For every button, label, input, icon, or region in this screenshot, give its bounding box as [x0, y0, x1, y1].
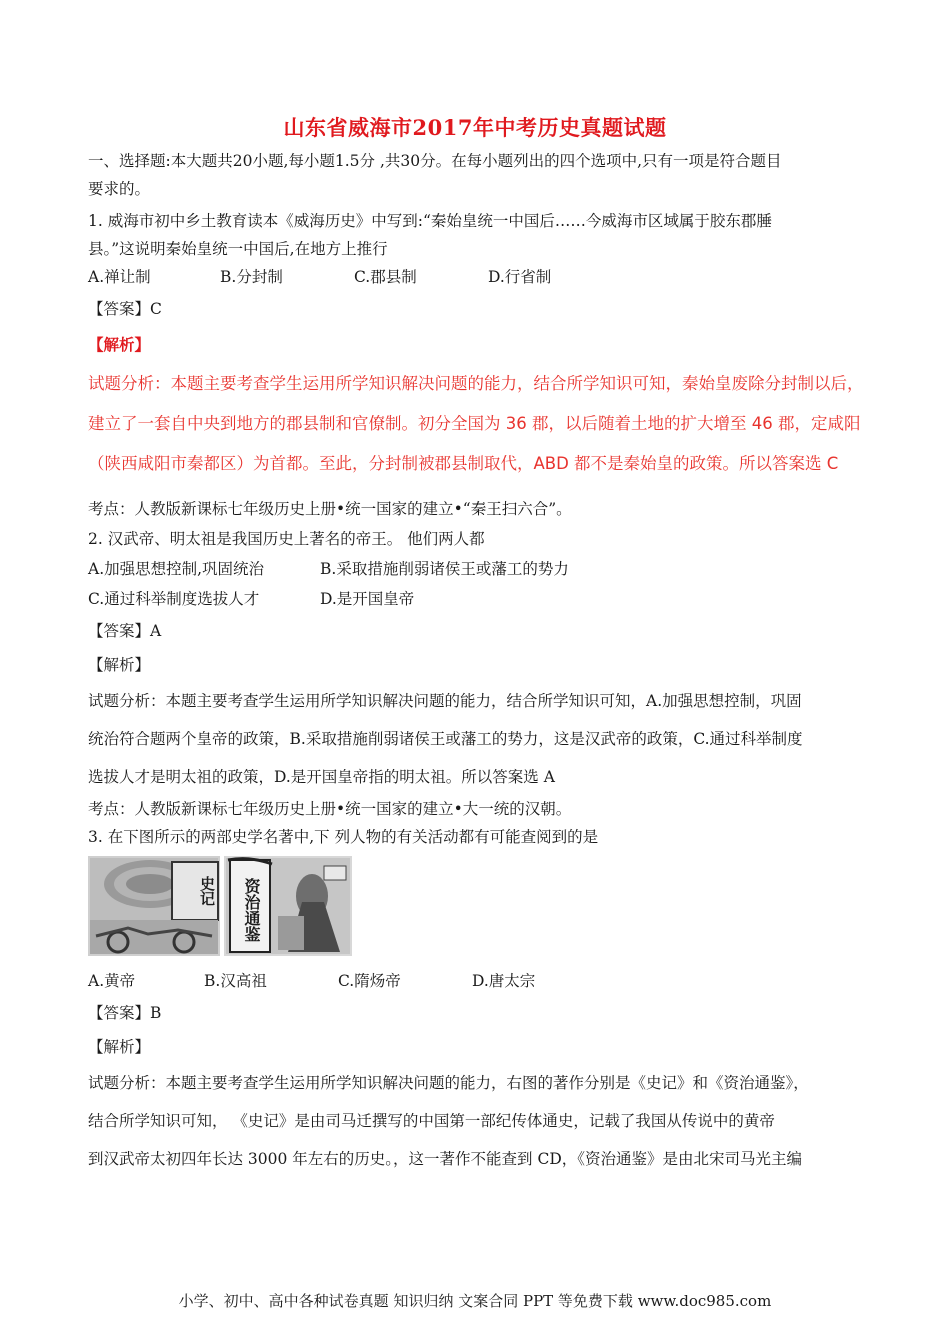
q3-option-c: C.隋炀帝 — [338, 972, 401, 990]
q3-option-d: D.唐太宗 — [472, 972, 536, 990]
q1-option-d: D.行省制 — [488, 268, 552, 286]
q1-kaodian: 考点：人教版新课标七年级历史上册•统一国家的建立•“秦王扫六合”。 — [88, 500, 572, 518]
q3-option-a: A.黄帝 — [88, 972, 136, 990]
q1-analysis-label: 【解析】 — [88, 335, 151, 354]
q1-analysis-line-2: 建立了一套自中央到地方的郡县制和官僚制。初分全国为 36 郡，以后随着土地的扩大增至 46 郡，定咸阳 — [88, 414, 861, 433]
section-intro-line-1: 一、选择题:本大题共20小题,每小题1.5分 ,共30分。在每小题列出的四个选项中,只有一项是符合题目 — [88, 152, 782, 170]
q2-option-c: C.通过科举制度选拔人才 — [88, 590, 260, 608]
q1-stem-line-1: 1. 威海市初中乡土教育读本《威海历史》中写到:“秦始皇统一中国后……今威海市区域属于胶东郡腄 — [88, 212, 772, 230]
q1-stem-line-2: 县。”这说明秦始皇统一中国后,在地方上推行 — [88, 240, 388, 258]
q1-option-a: A.禅让制 — [88, 268, 151, 286]
q2-analysis-label: 【解析】 — [88, 656, 151, 674]
q1-option-b: B.分封制 — [220, 268, 283, 286]
book-covers-image — [88, 856, 352, 956]
book-title-shiji: 史记 — [198, 876, 216, 906]
q1-answer: 【答案】C — [88, 300, 162, 318]
q3-analysis-line-1: 试题分析：本题主要考查学生运用所学知识解决问题的能力，右图的著作分别是《史记》和《资治通鉴》， — [88, 1074, 809, 1092]
q3-analysis-line-3: 到汉武帝太初四年长达 3000 年左右的历史。，这一著作不能查到 CD，《资治通鉴》是由北宋司马光主编 — [88, 1150, 803, 1168]
q2-answer: 【答案】A — [88, 622, 162, 640]
page-footer: 小学、初中、高中各种试卷真题 知识归纳 文案合同 PPT 等免费下载 www.doc985.com — [178, 1292, 772, 1310]
q2-option-b: B.采取措施削弱诸侯王或藩工的势力 — [320, 560, 569, 578]
q2-stem: 2. 汉武帝、明太祖是我国历史上著名的帝王。 他们两人都 — [88, 530, 485, 548]
page-title: 山东省威海市2017年中考历史真题试题 — [283, 115, 667, 140]
q3-option-b: B.汉高祖 — [204, 972, 267, 990]
book-title-zizhitongjian: 资治通鉴 — [242, 878, 261, 942]
section-intro-line-2: 要求的。 — [88, 180, 151, 198]
q3-analysis-line-2: 结合所学知识可知， 《史记》是由司马迁撰写的中国第一部纪传体通史，记载了我国从传说中的黄帝 — [88, 1112, 775, 1130]
q1-analysis-line-1: 试题分析：本题主要考查学生运用所学知识解决问题的能力，结合所学知识可知，秦始皇废除分封制以后， — [88, 374, 864, 393]
q3-answer: 【答案】B — [88, 1004, 162, 1022]
q3-analysis-label: 【解析】 — [88, 1038, 151, 1056]
q2-kaodian: 考点：人教版新课标七年级历史上册•统一国家的建立•大一统的汉朝。 — [88, 800, 572, 818]
q1-analysis-line-3: （陕西咸阳市秦都区）为首都。至此，分封制被郡县制取代，ABD 都不是秦始皇的政策。所以答案选 C — [88, 454, 839, 473]
q1-option-c: C.郡县制 — [354, 268, 417, 286]
q2-analysis-line-2: 统治符合题两个皇帝的政策，B.采取措施削弱诸侯王或藩工的势力，这是汉武帝的政策，C.通过科举制度 — [88, 730, 803, 748]
q2-option-a: A.加强思想控制,巩固统治 — [88, 560, 265, 578]
q2-analysis-line-3: 选拔人才是明太祖的政策，D.是开国皇帝指的明太祖。所以答案选 A — [88, 768, 555, 786]
q2-option-d: D.是开国皇帝 — [320, 590, 415, 608]
q2-analysis-line-1: 试题分析：本题主要考查学生运用所学知识解决问题的能力，结合所学知识可知，A.加强思想控制，巩固 — [88, 692, 802, 710]
q3-stem: 3. 在下图所示的两部史学名著中,下 列人物的有关活动都有可能查阅到的是 — [88, 828, 599, 846]
